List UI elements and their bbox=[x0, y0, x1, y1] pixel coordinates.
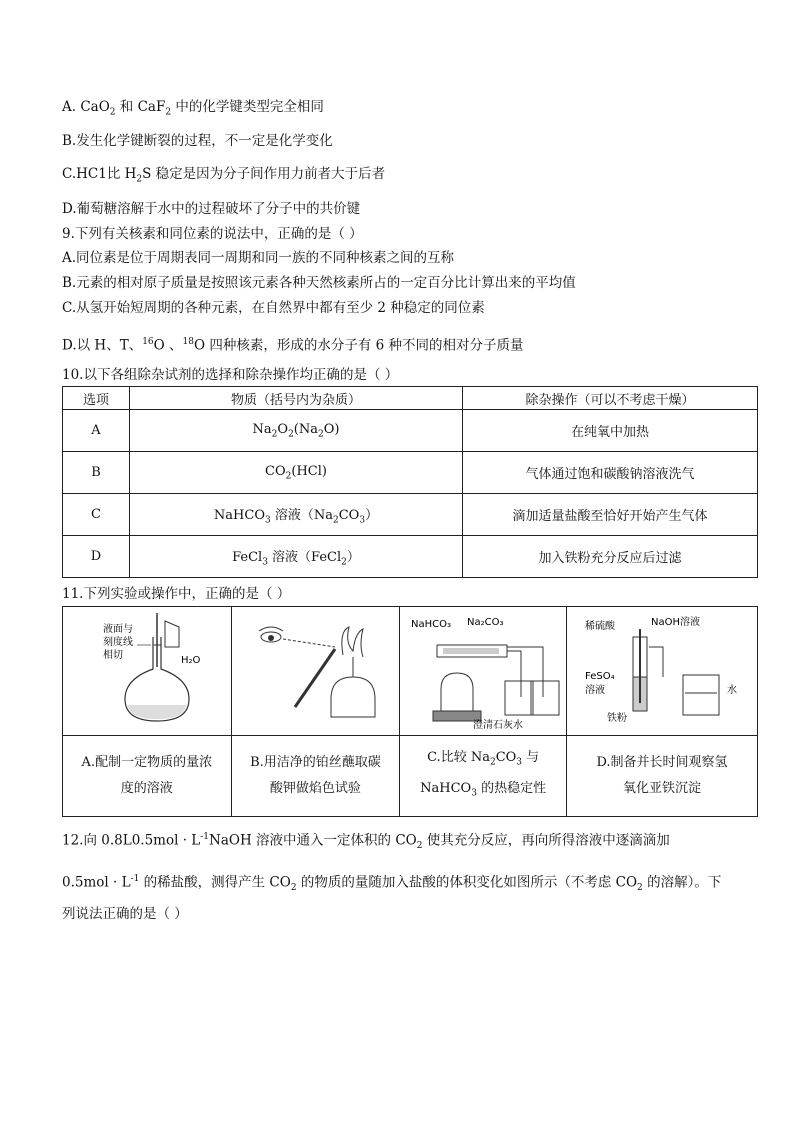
q8-option-b: B.发生化学键断裂的过程，不一定是化学变化 bbox=[62, 133, 333, 149]
cell-option: B bbox=[63, 452, 130, 494]
svg-text:溶液: 溶液 bbox=[585, 685, 605, 696]
svg-text:FeSO₄: FeSO₄ bbox=[585, 671, 615, 682]
q9-option-b: B.元素的相对原子质量是按照该元素各种天然核素所占的一定百分比计算出来的平均值 bbox=[62, 275, 576, 291]
q11-table bbox=[62, 606, 758, 817]
table-header-row bbox=[63, 387, 758, 410]
q8-option-a: A. CaO$_2$ 和 CaF$_2$ 中的化学键类型完全相同 bbox=[62, 99, 324, 118]
table-row bbox=[63, 452, 758, 494]
svg-text:相切: 相切 bbox=[102, 650, 123, 661]
cell-option: C bbox=[63, 494, 130, 536]
table-header-substance: 物质（括号内为杂质） bbox=[130, 387, 463, 410]
cell-operation: 在纯氧中加热 bbox=[463, 410, 758, 452]
q9-option-a: A.同位素是位于周期表同一周期和同一族的不同种核素之间的互称 bbox=[62, 250, 455, 266]
cell-option: D bbox=[63, 536, 130, 578]
cell-substance: $CO_2(HCl)$ bbox=[130, 452, 463, 494]
svg-text:水: 水 bbox=[727, 685, 737, 696]
q8-option-d: D.葡萄糖溶解于水中的过程破坏了分子中的共价键 bbox=[62, 201, 361, 217]
cell-operation: 气体通过饱和碳酸钠溶液洗气 bbox=[463, 452, 758, 494]
q12-stem-line-1: 12.向 $0.8L0.5mol \cdot L^{-1}NaOH$ 溶液中通入一定体积的 $CO_2$ 使其充分反应，再向所得溶液中逐滴滴加 bbox=[62, 832, 670, 852]
svg-text:NaOH溶液: NaOH溶液 bbox=[651, 617, 700, 628]
q10-stem: 10.以下各组除杂试剂的选择和除杂操作均正确的是（ ） bbox=[62, 367, 399, 383]
table-row bbox=[63, 494, 758, 536]
cell-substance: $Na_2O_2(Na_2O)$ bbox=[130, 410, 463, 452]
svg-text:铁粉: 铁粉 bbox=[607, 713, 627, 724]
figure-flame-test bbox=[231, 607, 400, 736]
q11-stem: 11.下列实验或操作中，正确的是（ ） bbox=[62, 586, 291, 602]
caption-b: B.用洁净的铂丝蘸取碳 酸钾做焰色试验 bbox=[231, 736, 400, 817]
figure-thermal-stability bbox=[400, 607, 567, 736]
caption-d: D.制备并长时间观察氢 氧化亚铁沉淀 bbox=[567, 736, 758, 817]
table-row bbox=[63, 536, 758, 578]
figure-ferrous-hydroxide bbox=[567, 607, 758, 736]
cell-substance: NaHCO$_3$ 溶液$(Na_2CO_3)$ bbox=[130, 494, 463, 536]
svg-text:澄清石灰水: 澄清石灰水 bbox=[473, 720, 524, 731]
svg-text:稀硫酸: 稀硫酸 bbox=[585, 621, 615, 632]
svg-text:NaHCO₃: NaHCO₃ bbox=[411, 619, 452, 630]
table-header-option: 选项 bbox=[63, 387, 130, 410]
cell-operation: 加入铁粉充分反应后过滤 bbox=[463, 536, 758, 578]
table-header-operation: 除杂操作（可以不考虑干燥） bbox=[463, 387, 758, 410]
figure-volumetric-flask bbox=[63, 607, 232, 736]
table-row bbox=[63, 410, 758, 452]
cell-substance: FeCl$_3$ 溶液（FeCl$_2$） bbox=[130, 536, 463, 578]
q9-stem: 9.下列有关核素和同位素的说法中，正确的是（ ） bbox=[62, 226, 363, 242]
cell-operation: 滴加适量盐酸至恰好开始产生气体 bbox=[463, 494, 758, 536]
q12-stem-line-3: 列说法正确的是（ ） bbox=[62, 906, 188, 922]
svg-text:Na₂CO₃: Na₂CO₃ bbox=[467, 617, 504, 628]
caption-c: C.比较 $Na_2CO_3$ 与 NaHCO$_3$ 的热稳定性 bbox=[400, 736, 567, 817]
q8-option-c: C.HC1比 $H_2S$ 稳定是因为分子间作用力前者大于后者 bbox=[62, 166, 386, 185]
q10-table bbox=[62, 386, 758, 578]
svg-text:液面与: 液面与 bbox=[102, 624, 133, 635]
cell-option: A bbox=[63, 410, 130, 452]
svg-text:H₂O: H₂O bbox=[180, 655, 201, 666]
svg-text:刻度线: 刻度线 bbox=[102, 637, 133, 648]
caption-a: A.配制一定物质的量浓 度的溶液 bbox=[63, 736, 232, 817]
q9-option-c: C.从氢开始短周期的各种元素，在自然界中都有至少 2 种稳定的同位素 bbox=[62, 300, 485, 316]
q12-stem-line-2: $0.5mol \cdot L^{-1}$ 的稀盐酸，测得产生 $CO_2$ 的物质的量随加入盐酸的体积变化如图所示（不考虑 $CO_2$ 的溶解）。下 bbox=[62, 874, 722, 894]
q9-option-d: D.以 H、T、$^{16}$O 、$^{18}$O 四种核素，形成的水分子有 6 种不同的相对分子质量 bbox=[62, 337, 524, 354]
